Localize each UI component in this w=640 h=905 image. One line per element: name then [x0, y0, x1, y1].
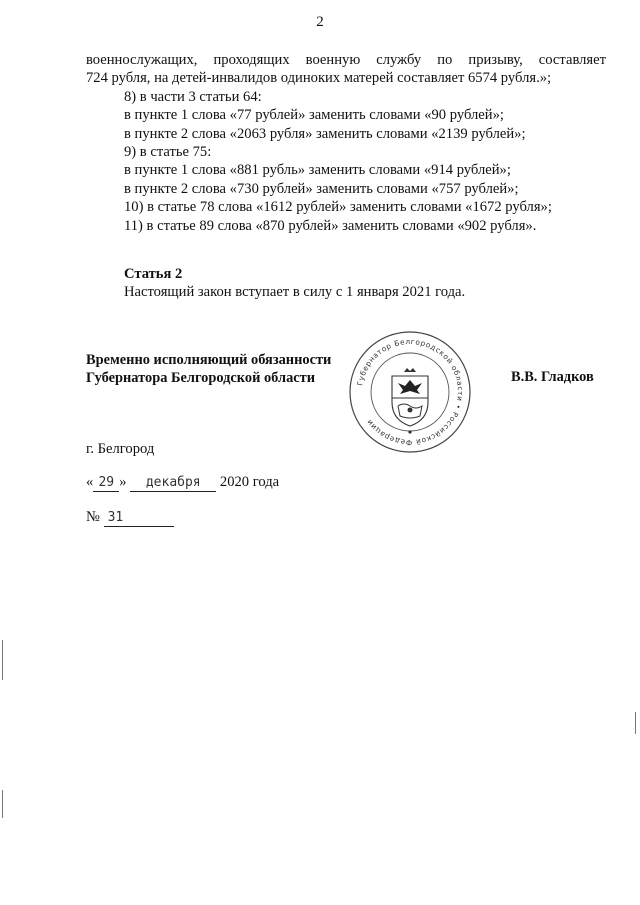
- amendment-item: в пункте 2 слова «730 рублей» заменить словами «757 рублей»;: [124, 180, 519, 197]
- amendment-item: 11) в статье 89 слова «870 рублей» заменить словами «902 рубля».: [124, 217, 537, 234]
- number-sign: №: [86, 509, 100, 525]
- position-line: Губернатора Белгородской области: [86, 370, 316, 386]
- article-title: Статья 2: [124, 266, 183, 283]
- date-close-quote: »: [119, 474, 127, 490]
- signing-date: [86, 474, 279, 492]
- official-seal: [348, 330, 472, 454]
- coat-of-arms-icon: [392, 368, 428, 426]
- date-month: декабря: [130, 475, 216, 492]
- amendment-item: в пункте 1 слова «881 рубль» заменить словами «914 рублей»;: [124, 162, 511, 179]
- scan-edge-mark: [2, 790, 3, 818]
- place-of-signing: г. Белгород: [86, 441, 155, 457]
- signatory-position: [86, 351, 331, 387]
- amendment-item: в пункте 2 слова «2063 рубля» заменить словами «2139 рублей»;: [124, 125, 526, 142]
- seal-ring-text: Губернатор Белгородской области • Российской Федерации: [355, 336, 466, 448]
- number-value: 31: [104, 510, 174, 527]
- document-body: [86, 51, 606, 302]
- date-day: 29: [93, 475, 119, 492]
- date-open-quote: «: [86, 474, 94, 490]
- date-year: 2020 года: [219, 474, 280, 490]
- scan-edge-mark: [2, 640, 3, 680]
- body-line: 724 рубля, на детей-инвалидов одиноких матерей составляет 6574 рубля.»;: [86, 70, 552, 87]
- article-text: Настоящий закон вступает в силу с 1 января 2021 года.: [124, 284, 466, 301]
- seal-outer-ring: [350, 332, 470, 452]
- amendment-item: 9) в статье 75:: [124, 144, 212, 161]
- body-line: военнослужащих, проходящих военную службу по призыву, составляет: [86, 52, 606, 68]
- amendment-item: 10) в статье 78 слова «1612 рублей» заменить словами «1672 рубля»;: [124, 199, 552, 216]
- amendment-item: 8) в части 3 статьи 64:: [124, 88, 262, 105]
- amendment-item: в пункте 1 слова «77 рублей» заменить словами «90 рублей»;: [124, 107, 504, 124]
- scan-edge-mark: [635, 712, 636, 734]
- seal-inner-ring: [371, 353, 449, 431]
- document-number: [86, 509, 174, 527]
- page-number: 2: [316, 14, 324, 30]
- signatory-name: В.В. Гладков: [511, 369, 594, 385]
- position-line: Временно исполняющий обязанности: [86, 352, 332, 368]
